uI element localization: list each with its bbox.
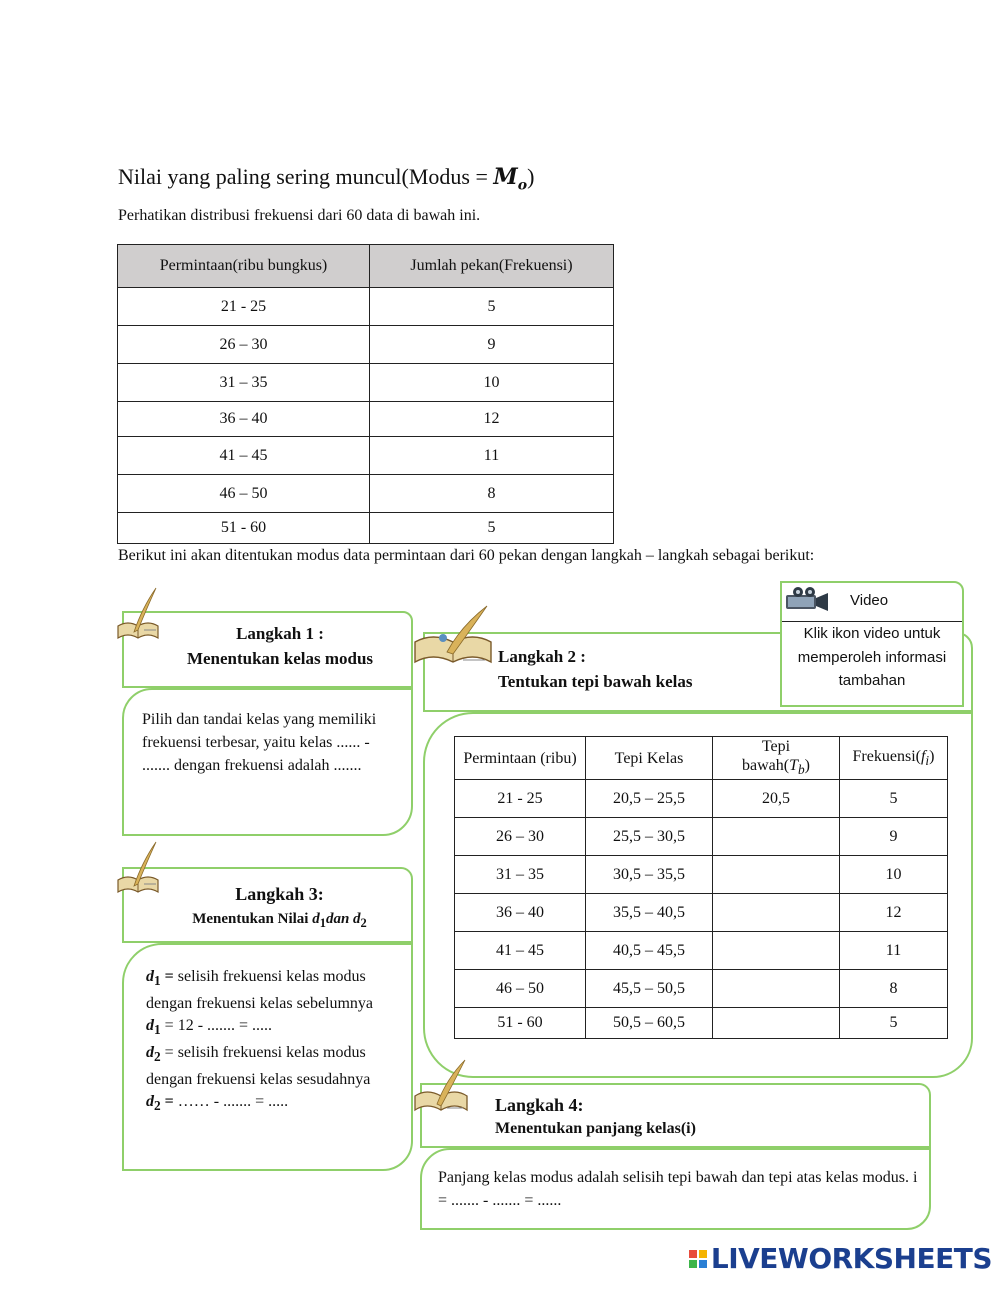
step2-title-line2: Tentukan tepi bawah kelas <box>498 672 693 691</box>
table-cell: 36 – 40 <box>118 402 370 437</box>
title-close: ) <box>527 164 535 189</box>
tepi-bawah-answer-cell[interactable] <box>713 1008 840 1039</box>
table-cell: 9 <box>840 818 948 856</box>
page-title <box>118 164 534 193</box>
table-cell: 5 <box>840 780 948 818</box>
video-description: Klik ikon video untuk memperoleh informasi tambahan <box>797 625 947 689</box>
table-row <box>455 856 948 894</box>
column-header: $Frekuensi(f_i)$ <box>840 737 948 780</box>
table-cell: 5 <box>369 513 613 544</box>
logo-mark-icon <box>688 1249 708 1269</box>
video-label: Video <box>850 592 889 609</box>
table-cell: 45,5 – 50,5 <box>586 970 713 1008</box>
table-row <box>118 475 614 513</box>
table-row <box>455 780 948 818</box>
table-cell: 31 – 35 <box>455 856 586 894</box>
table-cell: 21 - 25 <box>455 780 586 818</box>
table-cell: 5 <box>369 288 613 326</box>
step1-title-line2: Menentukan kelas modus <box>186 649 374 668</box>
table-header-row <box>118 245 614 288</box>
step3-title-line1: Langkah 3: <box>235 884 324 904</box>
steps-intro-text: Berikut ini akan ditentukan modus data permintaan dari 60 pekan dengan langkah – langkah sebagai berikut: <box>118 547 815 564</box>
table-row <box>118 326 614 364</box>
table-cell: 26 – 30 <box>455 818 586 856</box>
tepi-bawah-answer-cell[interactable] <box>713 894 840 932</box>
table-cell: 46 – 50 <box>118 475 370 513</box>
step2-title-line1: Langkah 2 : <box>498 647 586 666</box>
column-header: Jumlah pekan(Frekuensi) <box>369 245 613 288</box>
table-cell: 26 – 30 <box>118 326 370 364</box>
logo-text: LIVEWORKSHEETS <box>710 1242 992 1275</box>
table-cell: 8 <box>840 970 948 1008</box>
step1-instruction: Pilih dan tandai kelas yang memiliki frekuensi terbesar, yaitu kelas ...... - ....... dengan frekuensi adalah ....... <box>142 711 377 774</box>
tepi-bawah-cell: 20,5 <box>713 780 840 818</box>
table-cell: 36 – 40 <box>455 894 586 932</box>
liveworksheets-logo <box>688 1242 992 1275</box>
table-cell: 12 <box>840 894 948 932</box>
tepi-bawah-answer-cell[interactable] <box>713 970 840 1008</box>
table-cell: 11 <box>369 437 613 475</box>
step1-title <box>140 621 420 671</box>
tepi-bawah-answer-cell[interactable] <box>713 932 840 970</box>
table-cell: 8 <box>369 475 613 513</box>
column-header: Permintaan (ribu) <box>455 737 586 780</box>
table-cell: 51 - 60 <box>118 513 370 544</box>
step2-title <box>498 644 692 694</box>
step3-title <box>122 882 437 936</box>
table-cell: 10 <box>840 856 948 894</box>
table-cell: 50,5 – 60,5 <box>586 1008 713 1039</box>
table-cell: 10 <box>369 364 613 402</box>
table-row <box>118 513 614 544</box>
table-cell: 25,5 – 30,5 <box>586 818 713 856</box>
d2-definition: $d_2$ = selisih frekuensi kelas modus dengan frekuensi kelas sesudahnya <box>146 1043 371 1088</box>
table-cell: 30,5 – 35,5 <box>586 856 713 894</box>
d2-calculation[interactable]: $d_2$ = …… - ....... = ..... <box>146 1093 289 1114</box>
column-header: Permintaan(ribu bungkus) <box>118 245 370 288</box>
frequency-table <box>117 244 614 544</box>
table-header-row <box>455 737 948 780</box>
d1-calculation[interactable]: $d_1 = 12$ - ....... = ..... <box>146 1017 273 1038</box>
column-header: Tepi Kelas <box>586 737 713 780</box>
step4-title-line2: Menentukan panjang kelas(i) <box>495 1120 696 1137</box>
table-cell: 20,5 – 25,5 <box>586 780 713 818</box>
column-header: Tepi $bawah(T_b)$ <box>713 737 840 780</box>
table-cell: 46 – 50 <box>455 970 586 1008</box>
table-row <box>455 818 948 856</box>
video-icon[interactable] <box>784 586 830 614</box>
mode-symbol-subscript: o <box>517 177 528 194</box>
table-row <box>455 894 948 932</box>
table-cell: 41 – 45 <box>455 932 586 970</box>
table-cell: 35,5 – 40,5 <box>586 894 713 932</box>
table-row <box>455 1008 948 1039</box>
title-text: Nilai yang paling sering muncul(Modus = <box>118 164 494 189</box>
book-quill-icon <box>116 840 160 896</box>
tepi-bawah-answer-cell[interactable] <box>713 856 840 894</box>
mode-symbol-letter: M <box>493 164 518 190</box>
book-quill-icon <box>413 604 493 666</box>
table-cell: 5 <box>840 1008 948 1039</box>
mode-symbol <box>493 164 528 194</box>
table-row <box>118 402 614 437</box>
book-quill-icon <box>116 586 160 642</box>
book-quill-icon <box>413 1058 469 1114</box>
tepi-kelas-table <box>454 736 948 1039</box>
table-cell: 31 – 35 <box>118 364 370 402</box>
table-cell: 11 <box>840 932 948 970</box>
table-cell: 41 – 45 <box>118 437 370 475</box>
step4-instruction: Panjang kelas modus adalah selisih tepi bawah dan tepi atas kelas modus. i = ....... - ....... = ...... <box>438 1169 918 1209</box>
table-row <box>118 288 614 326</box>
intro-text: Perhatikan distribusi frekuensi dari 60 data di bawah ini. <box>118 207 481 224</box>
table-row <box>118 437 614 475</box>
tepi-bawah-answer-cell[interactable] <box>713 818 840 856</box>
table-cell: 12 <box>369 402 613 437</box>
table-cell: 40,5 – 45,5 <box>586 932 713 970</box>
step1-title-line1: Langkah 1 : <box>236 624 324 643</box>
table-cell: 51 - 60 <box>455 1008 586 1039</box>
table-row <box>118 364 614 402</box>
table-row <box>455 970 948 1008</box>
step3-title-line2: Menentukan Nilai $d_1dan$ $d_2$ <box>192 911 367 930</box>
step3-content <box>146 966 401 1118</box>
step4-title <box>495 1093 696 1141</box>
table-row <box>455 932 948 970</box>
table-cell: 21 - 25 <box>118 288 370 326</box>
table-cell: 9 <box>369 326 613 364</box>
step4-title-line1: Langkah 4: <box>495 1095 584 1115</box>
d1-definition: $d_1$ = selisih frekuensi kelas modus dengan frekuensi kelas sebelumnya <box>146 968 374 1012</box>
